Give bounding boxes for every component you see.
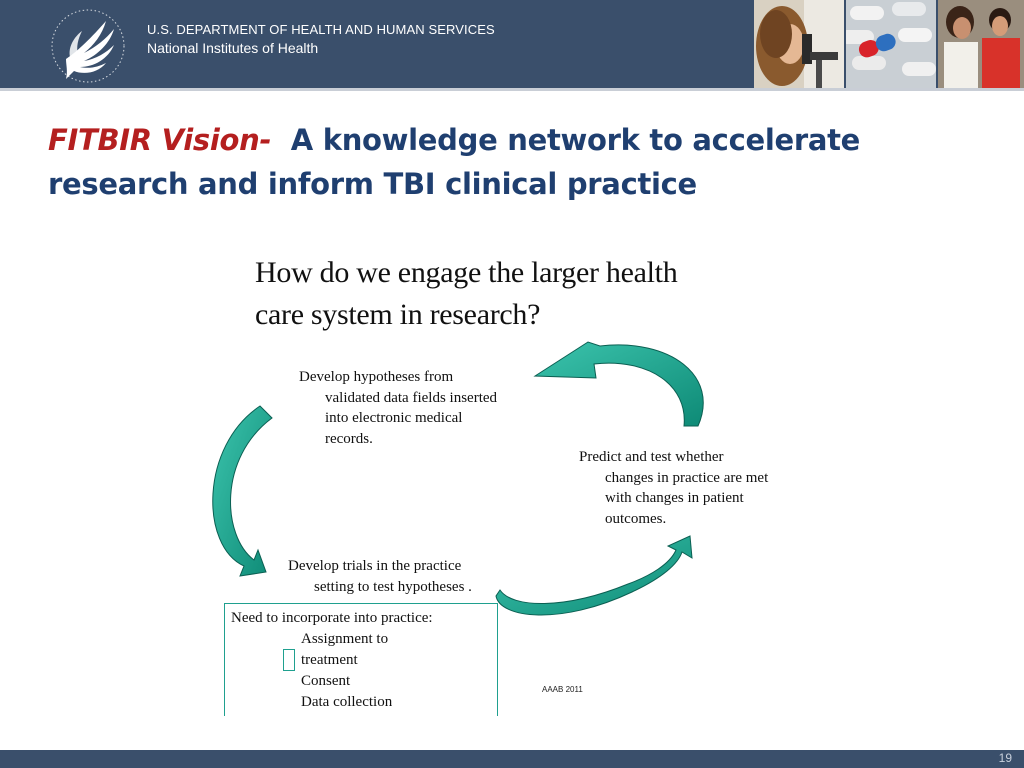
step3-line2: setting to test hypotheses . <box>314 578 472 595</box>
step2-line4: outcomes. <box>605 510 667 527</box>
needs-item: treatment <box>301 652 358 668</box>
needs-item: Consent <box>301 673 351 689</box>
footer-bar <box>0 750 1024 768</box>
practice-needs-box <box>224 603 498 716</box>
header-divider <box>0 88 1024 91</box>
clinician-patient-photo <box>938 0 1024 88</box>
page-number: 19 <box>998 751 1012 765</box>
arrow-trials-to-predict <box>496 536 692 615</box>
pills-capsules-photo <box>846 0 936 88</box>
step1-line3: into electronic medical <box>325 410 463 426</box>
step-predict-and-test <box>579 447 768 529</box>
step2-line1: Predict and test whether <box>579 449 724 465</box>
step-develop-trials <box>288 556 472 597</box>
header-banner <box>0 0 1024 88</box>
institute-name: National Institutes of Health <box>147 40 319 56</box>
needs-item: Data collection <box>301 694 393 710</box>
needs-item: Assignment to <box>301 631 389 647</box>
question-line1: How do we engage the larger health <box>255 256 678 289</box>
checkbox-glyph-icon <box>283 649 295 671</box>
title-line1: A knowledge network to accelerate <box>290 123 861 157</box>
title-line2: research and inform TBI clinical practice <box>48 167 697 201</box>
figure-credit: AAAB 2011 <box>542 685 583 694</box>
arrow-predict-to-hypotheses <box>535 342 703 426</box>
step-develop-hypotheses <box>299 367 497 449</box>
question-line2: care system in research? <box>255 298 541 331</box>
arrow-hypotheses-to-trials <box>213 406 272 576</box>
hhs-eagle-logo-icon <box>44 7 132 85</box>
step2-line3: with changes in patient <box>605 490 744 506</box>
step1-line2: validated data fields inserted <box>325 389 498 406</box>
slide-title <box>48 118 948 206</box>
step1-line1: Develop hypotheses from <box>299 369 454 385</box>
department-name: U.S. DEPARTMENT OF HEALTH AND HUMAN SERVICES <box>147 22 495 37</box>
title-vision-label: FITBIR Vision- <box>48 123 272 157</box>
needs-title: Need to incorporate into practice: <box>231 610 433 626</box>
research-cycle-figure <box>200 246 820 716</box>
researcher-microscope-photo <box>754 0 844 88</box>
step3-line1: Develop trials in the practice <box>288 558 462 574</box>
step1-line4: records. <box>325 430 373 447</box>
step2-line2: changes in practice are met <box>605 469 769 486</box>
